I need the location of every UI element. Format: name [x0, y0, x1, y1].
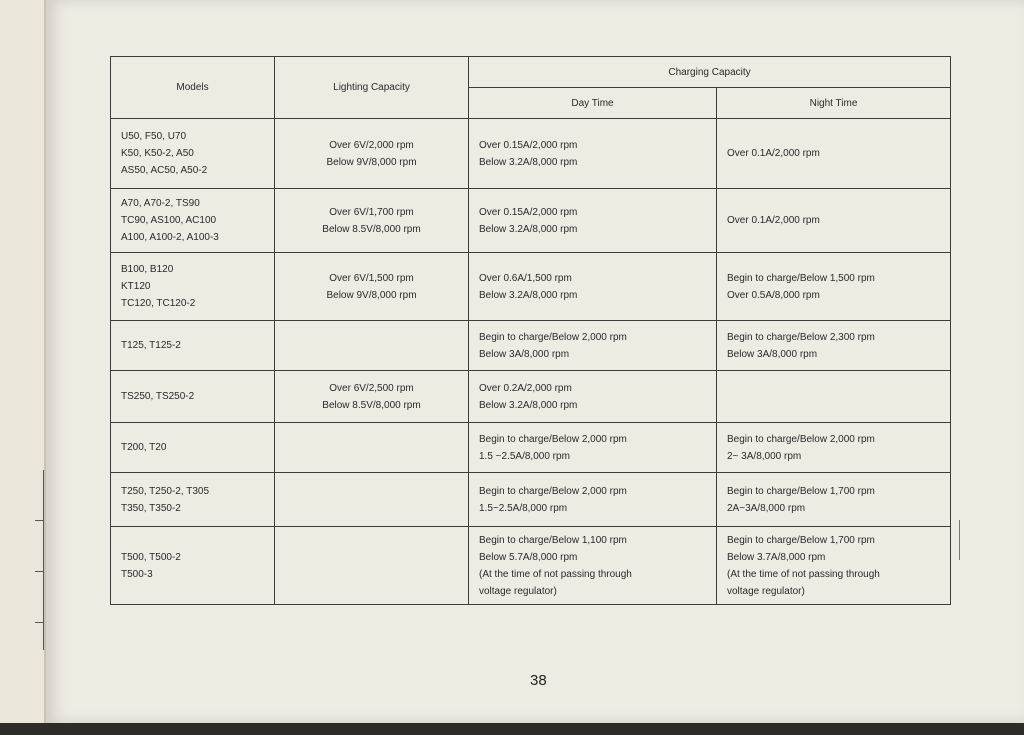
day-time-cell	[469, 527, 717, 605]
cell-line: Below 3.2A/8,000 rpm	[479, 156, 578, 168]
cell-line: Below 8.5V/8,000 rpm	[322, 399, 421, 411]
header-models: Models	[111, 57, 275, 119]
table-row	[111, 119, 951, 189]
cell-line: Begin to charge/Below 1,500 rpm	[727, 272, 875, 284]
lighting-cell	[275, 119, 469, 189]
table-row	[111, 189, 951, 253]
models-cell	[111, 321, 275, 371]
table-body	[111, 119, 951, 605]
day-time-cell	[469, 119, 717, 189]
day-time-cell	[469, 321, 717, 371]
lighting-cell	[275, 189, 469, 253]
left-page-table-edge	[35, 470, 44, 650]
cell-line: TS250, TS250-2	[121, 391, 195, 402]
cell-line: Over 6V/2,000 rpm	[329, 139, 414, 151]
cell-line: Over 0.6A/1,500 rpm	[479, 272, 572, 284]
cell-line: Begin to charge/Below 2,000 rpm	[479, 433, 627, 445]
cell-line: Below 3.2A/8,000 rpm	[479, 223, 578, 235]
header-lighting-capacity: Lighting Capacity	[275, 57, 469, 119]
night-time-cell	[717, 119, 951, 189]
header-day-time: Day Time	[469, 88, 717, 119]
cell-line: Below 3.2A/8,000 rpm	[479, 399, 578, 411]
cell-line: T500-3	[121, 568, 153, 580]
cell-line: Below 3A/8,000 rpm	[479, 348, 570, 360]
cell-line: Over 0.2A/2,000 rpm	[479, 382, 572, 394]
cell-line: T500, T500-2	[121, 551, 181, 563]
night-time-cell	[717, 423, 951, 473]
cell-line: voltage regulator)	[727, 585, 805, 597]
night-time-cell	[717, 527, 951, 605]
models-cell	[111, 119, 275, 189]
night-time-cell	[717, 253, 951, 321]
cell-line: A100, A100-2, A100-3	[121, 232, 219, 243]
cell-line: T200, T20	[121, 442, 167, 453]
cell-line: Begin to charge/Below 2,000 rpm	[479, 485, 627, 497]
cell-line: TC120, TC120-2	[121, 298, 196, 309]
cell-line: K50, K50-2, A50	[121, 148, 194, 159]
models-cell	[111, 253, 275, 321]
cell-line: A70, A70-2, TS90	[121, 198, 200, 209]
left-page-edge	[0, 0, 47, 735]
cell-line: Over 0.1A/2,000 rpm	[727, 148, 820, 159]
page-number: 38	[530, 672, 547, 689]
night-time-cell	[717, 371, 951, 423]
day-time-cell	[469, 253, 717, 321]
book-page	[46, 0, 1024, 723]
cell-line: T250, T250-2, T305	[121, 485, 210, 497]
models-cell	[111, 423, 275, 473]
cell-line: Below 3.2A/8,000 rpm	[479, 289, 578, 301]
day-time-cell	[469, 189, 717, 253]
models-cell	[111, 371, 275, 423]
table-row	[111, 473, 951, 527]
lighting-cell	[275, 527, 469, 605]
table-row	[111, 253, 951, 321]
page-edge-mark	[959, 520, 960, 560]
cell-line: Begin to charge/Below 2,000 rpm	[727, 433, 875, 445]
cell-line: Over 0.15A/2,000 rpm	[479, 206, 578, 218]
day-time-cell	[469, 371, 717, 423]
cell-line: (At the time of not passing through	[479, 568, 632, 580]
cell-line: 2~ 3A/8,000 rpm	[727, 450, 802, 462]
cell-line: Over 6V/1,700 rpm	[329, 206, 414, 218]
cell-line: (At the time of not passing through	[727, 568, 880, 580]
cell-line: Below 9V/8,000 rpm	[326, 156, 417, 168]
header-charging-capacity: Charging Capacity	[469, 57, 951, 88]
cell-line: TC90, AS100, AC100	[121, 215, 217, 226]
table-row	[111, 527, 951, 605]
book-binding-edge	[0, 723, 1024, 735]
lighting-cell	[275, 253, 469, 321]
cell-line: voltage regulator)	[479, 585, 557, 597]
cell-line: 1.5~2.5A/8,000 rpm	[479, 502, 568, 514]
table-row	[111, 423, 951, 473]
cell-line: Begin to charge/Below 1,700 rpm	[727, 485, 875, 497]
cell-line: Begin to charge/Below 2,300 rpm	[727, 331, 875, 343]
cell-line: Below 3.7A/8,000 rpm	[727, 551, 826, 563]
cell-line: U50, F50, U70	[121, 131, 187, 142]
day-time-cell	[469, 423, 717, 473]
cell-line: Below 8.5V/8,000 rpm	[322, 223, 421, 235]
cell-line: Begin to charge/Below 1,100 rpm	[479, 534, 627, 546]
lighting-cell	[275, 473, 469, 527]
cell-line: Below 3A/8,000 rpm	[727, 348, 818, 360]
cell-line: Begin to charge/Below 2,000 rpm	[479, 331, 627, 343]
cell-line: Over 6V/2,500 rpm	[329, 382, 414, 394]
cell-line: Below 9V/8,000 rpm	[326, 289, 417, 301]
cell-line: 1.5 ~2.5A/8,000 rpm	[479, 450, 570, 462]
cell-line: Below 5.7A/8,000 rpm	[479, 551, 578, 563]
cell-line: KT120	[121, 281, 151, 292]
table-row	[111, 321, 951, 371]
table-row	[111, 371, 951, 423]
cell-line: T350, T350-2	[121, 502, 181, 514]
lighting-cell	[275, 321, 469, 371]
night-time-cell	[717, 321, 951, 371]
day-time-cell	[469, 473, 717, 527]
header-night-time: Night Time	[717, 88, 951, 119]
cell-line: Over 0.5A/8,000 rpm	[727, 289, 820, 301]
cell-line: T125, T125-2	[121, 340, 181, 351]
models-cell	[111, 473, 275, 527]
charging-capacity-table	[110, 56, 951, 605]
cell-line: AS50, AC50, A50-2	[121, 165, 208, 176]
night-time-cell	[717, 189, 951, 253]
cell-line: 2A~3A/8,000 rpm	[727, 502, 806, 514]
cell-line: Over 0.1A/2,000 rpm	[727, 215, 820, 226]
models-cell	[111, 527, 275, 605]
cell-line: Begin to charge/Below 1,700 rpm	[727, 534, 875, 546]
night-time-cell	[717, 473, 951, 527]
cell-line: B100, B120	[121, 264, 174, 275]
cell-line: Over 0.15A/2,000 rpm	[479, 139, 578, 151]
models-cell	[111, 189, 275, 253]
lighting-cell	[275, 423, 469, 473]
lighting-cell	[275, 371, 469, 423]
cell-line: Over 6V/1,500 rpm	[329, 272, 414, 284]
